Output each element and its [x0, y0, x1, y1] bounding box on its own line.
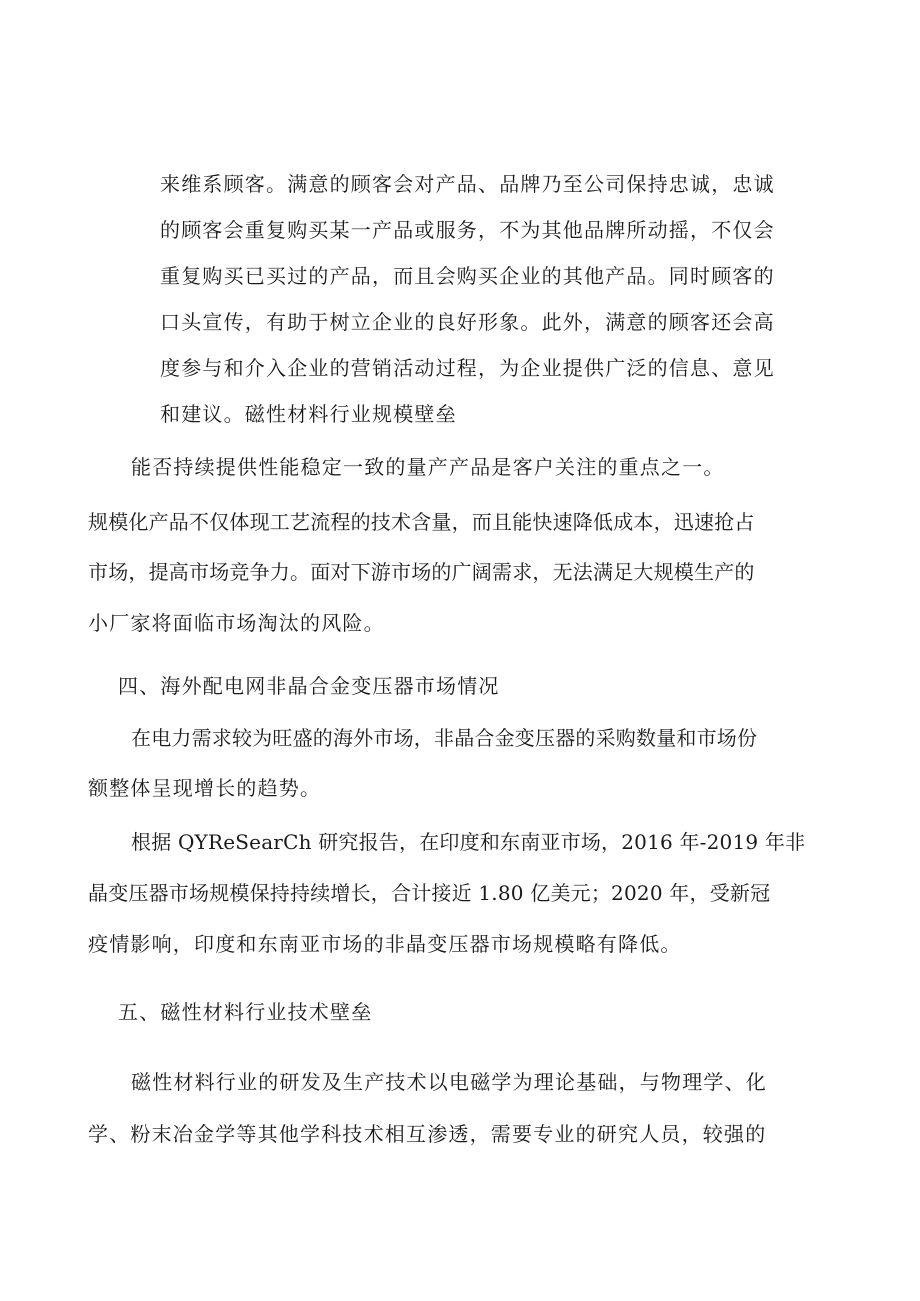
paragraph-line: 在电力需求较为旺盛的海外市场，非晶合金变压器的采购数量和市场份	[131, 726, 758, 750]
paragraph-line: 额整体呈现增长的趋势。	[88, 776, 322, 800]
paragraph-line: 的顾客会重复购买某一产品或服务，不为其他品牌所动摇，不仅会	[160, 218, 775, 242]
paragraph-line: 疫情影响，印度和东南亚市场的非晶变压器市场规模略有降低。	[88, 932, 682, 956]
section-heading: 四、海外配电网非晶合金变压器市场情况	[118, 674, 500, 698]
paragraph-line: 来维系顾客。满意的顾客会对产品、品牌乃至公司保持忠诚，忠诚	[160, 172, 775, 196]
paragraph-line: 小厂家将面临市场淘汰的风险。	[88, 611, 385, 635]
paragraph-line: 规模化产品不仅体现工艺流程的技术含量，而且能快速降低成本，迅速抢占	[88, 510, 755, 534]
paragraph-line: 学、粉末冶金学等其他学科技术相互渗透，需要专业的研究人员，较强的	[88, 1122, 767, 1146]
paragraph-line: 磁性材料行业的研发及生产技术以电磁学为理论基础，与物理学、化	[131, 1070, 767, 1094]
paragraph-line: 能否持续提供性能稳定一致的量产产品是客户关注的重点之一。	[131, 455, 725, 479]
paragraph-line: 口头宣传，有助于树立企业的良好形象。此外，满意的顾客还会高	[160, 310, 775, 334]
paragraph-line: 市场，提高市场竞争力。面对下游市场的广阔需求，无法满足大规模生产的	[88, 560, 755, 584]
paragraph-line: 晶变压器市场规模保持持续增长，合计接近 1.80 亿美元；2020 年，受新冠	[88, 881, 771, 905]
paragraph-line: 和建议。磁性材料行业规模壁垒	[160, 402, 457, 426]
section-heading: 五、磁性材料行业技术壁垒	[118, 1000, 373, 1024]
paragraph-line: 重复购买已买过的产品，而且会购买企业的其他产品。同时顾客的	[160, 264, 775, 288]
paragraph-line: 度参与和介入企业的营销活动过程，为企业提供广泛的信息、意见	[160, 356, 775, 380]
paragraph-line: 根据 QYReSearCh 研究报告，在印度和东南亚市场，2016 年-2019 年非	[131, 830, 806, 854]
